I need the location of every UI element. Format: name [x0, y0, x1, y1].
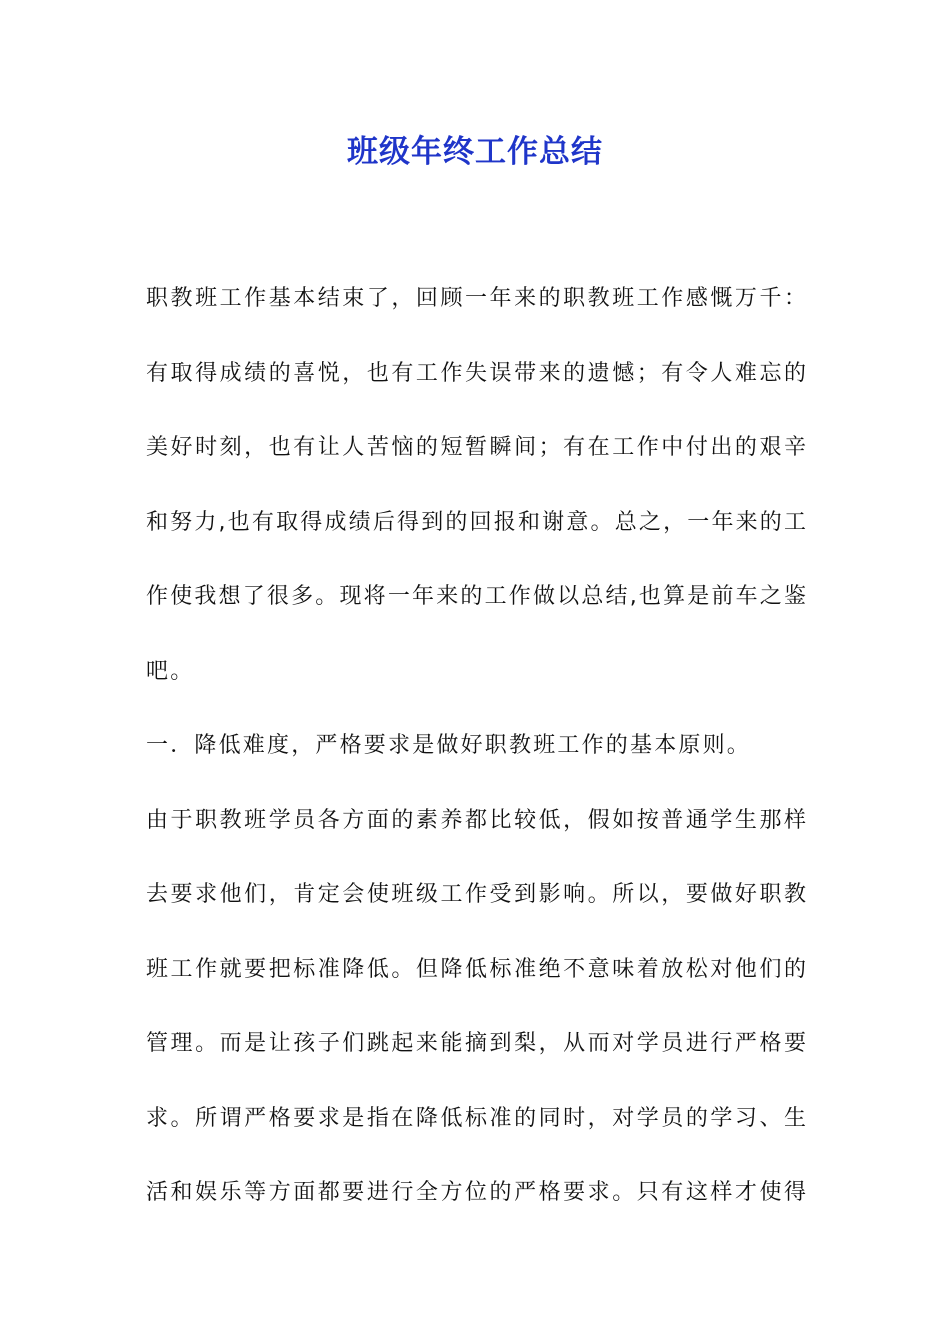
body-line: 活和娱乐等方面都要进行全方位的严格要求。只有这样才使得 — [146, 1180, 806, 1205]
body-line: 求。所谓严格要求是指在降低标准的同时，对学员的学习、生 — [146, 1105, 806, 1131]
body-line: 班工作就要把标准降低。但降低标准绝不意味着放松对他们的 — [146, 956, 806, 982]
document-title: 班级年终工作总结 — [347, 134, 603, 170]
body-line: 和努力,也有取得成绩后得到的回报和谢意。总之，一年来的工 — [146, 509, 806, 535]
body-line: 有取得成绩的喜悦，也有工作失误带来的遗憾；有令人难忘的 — [146, 360, 806, 386]
document-body — [146, 262, 806, 1231]
body-line: 由于职教班学员各方面的素养都比较低，假如按普通学生那样 — [146, 807, 806, 833]
section-heading: 一．降低难度，严格要求是做好职教班工作的基本原则。 — [146, 733, 752, 758]
body-line: 去要求他们，肯定会使班级工作受到影响。所以，要做好职教 — [146, 882, 806, 907]
body-line: 美好时刻，也有让人苦恼的短暂瞬间；有在工作中付出的艰辛 — [146, 435, 806, 460]
body-line: 管理。而是让孩子们跳起来能摘到梨，从而对学员进行严格要 — [146, 1031, 806, 1056]
body-line: 吧。 — [146, 658, 195, 684]
body-line: 职教班工作基本结束了，回顾一年来的职教班工作感慨万千： — [146, 286, 806, 311]
body-line: 作使我想了很多。现将一年来的工作做以总结,也算是前车之鉴 — [146, 584, 806, 609]
